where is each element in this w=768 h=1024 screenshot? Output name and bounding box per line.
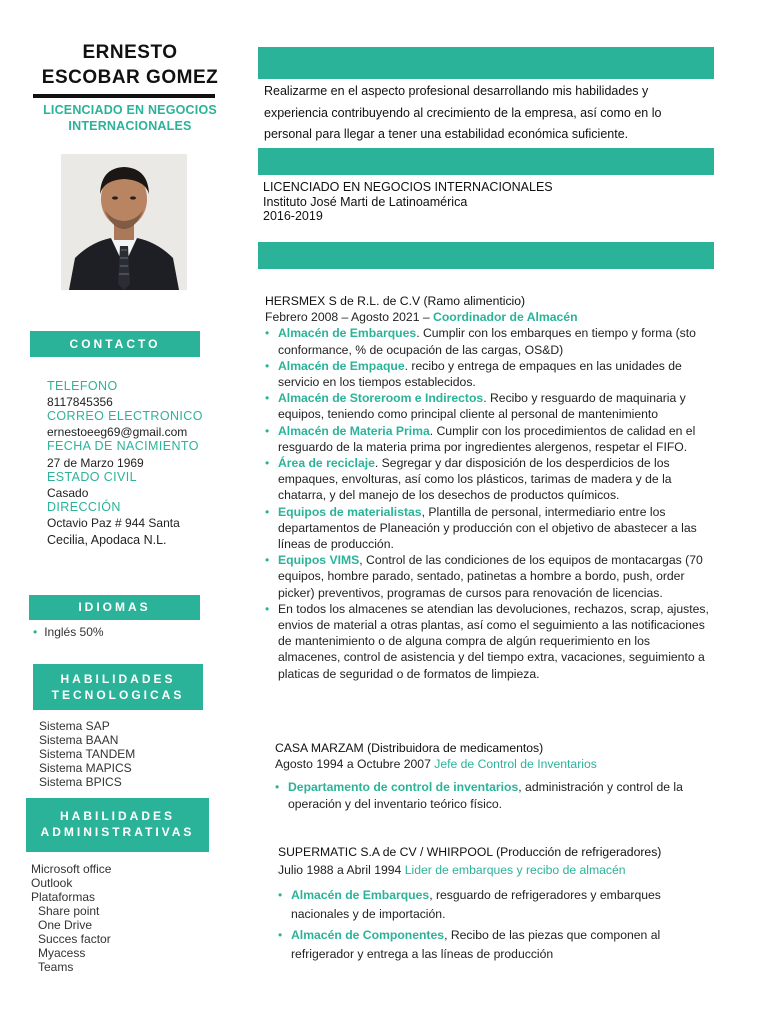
responsibility-item: • Almacén de Storeroom e Indirectos. Recibo y resguardo de maquinaria y equipos, teniendo como principal cliente al personal de mantenimiento	[265, 390, 713, 422]
job-title-line1: LICENCIADO EN NEGOCIOS	[43, 103, 217, 117]
job-company: SUPERMATIC S.A de CV / WHIRPOOL (Producción de refrigeradores)	[278, 845, 662, 859]
job-responsibilities	[265, 325, 713, 681]
responsibility-item: • Área de reciclaje. Segregar y dar disposición de los desperdicios de los empaques, envolturas, así como los plásticos, tarimas de madera y de la chatarra, y del manejo de los desechos de productos químicos.	[265, 455, 713, 504]
responsibility-item: • Almacén de Componentes, Recibo de las piezas que componen al refrigerador y entrega a las líneas de producción	[278, 926, 716, 963]
tech-skill-item: Sistema MAPICS	[39, 761, 132, 775]
job-company: CASA MARZAM (Distribuidora de medicamentos)	[275, 741, 544, 755]
education-header-bar	[258, 148, 714, 175]
name-underline	[33, 94, 215, 98]
education-school: Instituto José Marti de Latinoamérica	[263, 195, 468, 209]
email-value: ernestoeeg69@gmail.com	[47, 425, 188, 439]
email-label: CORREO ELECTRONICO	[47, 409, 203, 423]
job-period-line	[278, 862, 716, 878]
tech-skill-item: Sistema TANDEM	[39, 747, 136, 761]
responsibility-item: • Almacén de Embarques. Cumplir con los embarques en tiempo y forma (sto conformance, % de ocupación de las cargas, OS&D)	[265, 325, 713, 357]
admin-skill-item: Microsoft office	[31, 862, 112, 876]
responsibility-item: • Almacén de Empaque. recibo y entrega de empaques en las unidades de servicio en los tiempos establecidos.	[265, 358, 713, 390]
job-marzam	[275, 740, 715, 812]
phone-label: TELEFONO	[47, 379, 118, 393]
job-period: Agosto 1994 a Octubre 2007	[275, 757, 435, 772]
admin-skills-heading	[26, 798, 209, 852]
responsibility-item: • Almacén de Materia Prima. Cumplir con los procedimientos de calidad en el resguardo de la materia prima por ingredientes alergenos, respetar el FIFO.	[265, 423, 713, 455]
job-period-line	[265, 309, 713, 325]
objective-line: Realizarme en el aspecto profesional desarrollando mis habilidades y	[264, 84, 649, 98]
objective-header-bar	[258, 47, 714, 79]
profile-photo	[61, 154, 187, 290]
admin-skill-subitem: Share point	[38, 904, 100, 918]
tech-skill-item: Sistema BPICS	[39, 775, 122, 789]
job-responsibilities	[278, 886, 716, 963]
responsibility-item: • Departamento de control de inventarios, administración y control de la operación y del inventario teórico físico.	[275, 779, 715, 811]
job-hersmex	[265, 293, 713, 682]
job-supermatic	[278, 844, 716, 963]
phone-value: 8117845356	[47, 395, 113, 409]
contact-heading: CONTACTO	[30, 331, 200, 357]
responsibility-item: • Almacén de Embarques, resguardo de refrigeradores y embarques nacionales y de importación.	[278, 886, 716, 923]
responsibility-item: • Equipos de materialistas, Plantilla de personal, intermediario entre los departamentos de Planeación y producción con el objetivo de abastecer a las líneas de producción.	[265, 504, 713, 553]
job-role: Jefe de Control de Inventarios	[434, 757, 597, 772]
responsibility-item: • Equipos VIMS, Control de las condiciones de los equipos de montacargas (70 equipos, hombre parado, sentado, patinetas a hombre a bordo, push, order picker) preventivos, programas de cursos para renovación de licencias.	[265, 552, 713, 601]
name-last: ESCOBAR GOMEZ	[41, 67, 219, 88]
job-company: HERSMEX S de R.L. de C.V (Ramo alimenticio)	[265, 294, 526, 308]
objective-line: personal para llegar a tener una estabilidad económica suficiente.	[264, 127, 629, 141]
birthdate-value: 27 de Marzo 1969	[47, 456, 144, 470]
birthdate-label: FECHA DE NACIMIENTO	[47, 439, 199, 453]
admin-skill-subitem: One Drive	[38, 918, 93, 932]
tech-skill-item: Sistema BAAN	[39, 733, 119, 747]
tech-skills-heading-line1: HABILIDADES	[60, 672, 176, 686]
name-first: ERNESTO	[82, 42, 178, 63]
admin-skill-subitem: Myacess	[38, 946, 86, 960]
job-period-line	[275, 756, 715, 772]
admin-skill-item: Plataformas	[31, 890, 96, 904]
admin-skill-item: Outlook	[31, 876, 73, 890]
civil-status-value: Casado	[47, 486, 89, 500]
address-value-line1: Octavio Paz # 944 Santa	[47, 516, 180, 530]
job-role: Coordinador de Almacén	[433, 310, 578, 325]
tech-skill-item: Sistema SAP	[39, 719, 110, 733]
admin-skills-heading-line1: HABILIDADES	[59, 809, 175, 823]
job-period: Febrero 2008 – Agosto 2021 –	[265, 310, 434, 325]
admin-skills-heading-line2: ADMINISTRATIVAS	[40, 825, 195, 839]
admin-skill-subitem: Teams	[38, 960, 74, 974]
address-label: DIRECCIÓN	[47, 500, 121, 514]
education-degree: LICENCIADO EN NEGOCIOS INTERNACIONALES	[263, 180, 553, 194]
job-responsibilities	[275, 779, 715, 811]
job-period: Julio 1988 a Abril 1994	[278, 863, 405, 878]
languages-heading: IDIOMAS	[29, 595, 200, 620]
language-item: • Inglés 50%	[33, 625, 104, 639]
objective-line: experiencia contribuyendo al crecimiento de la empresa, así como en lo	[264, 105, 662, 120]
address-value-line2: Cecilia, Apodaca N.L.	[47, 533, 167, 547]
tech-skills-heading-line2: TECNOLOGICAS	[51, 688, 185, 702]
experience-header-bar	[258, 242, 714, 269]
person-photo-illustration	[61, 154, 187, 290]
education-years: 2016-2019	[263, 209, 323, 223]
civil-status-label: ESTADO CIVIL	[47, 470, 138, 484]
objective-text	[264, 81, 714, 146]
job-title-line2: INTERNACIONALES	[68, 119, 192, 133]
admin-skill-subitem: Succes factor	[38, 932, 111, 946]
tech-skills-heading	[33, 664, 203, 710]
responsibility-item: • En todos los almacenes se atendian las devoluciones, rechazos, scrap, ajustes, envios de material a otras plantas, así como el seguimiento a las notificaciones de mantenimiento o de alguna compra de algún requerimiento en los almacenes, control de asistencia y del tiempo extra, vacaciones, seguimiento a platicas de seguridad o de formatos de limpieza.	[265, 601, 713, 682]
job-role: Lider de embarques y recibo de almacén	[404, 863, 626, 878]
